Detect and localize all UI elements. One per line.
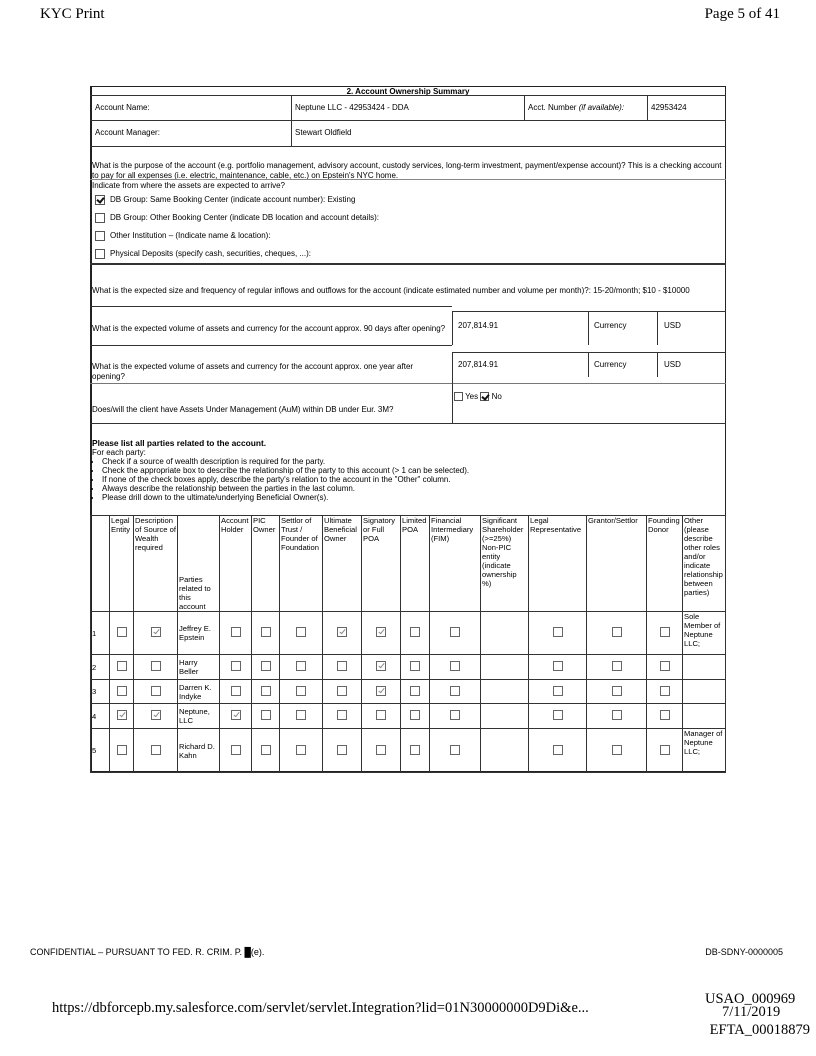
limited-cell <box>401 729 430 773</box>
sow-checkbox[interactable] <box>151 710 161 720</box>
party-other-relationship <box>683 680 726 704</box>
column-header: Founding Donor <box>647 516 683 612</box>
pic-checkbox[interactable] <box>261 627 271 637</box>
party-other-relationship: Manager of Neptune LLC; <box>683 729 726 773</box>
signatory-checkbox[interactable] <box>376 627 386 637</box>
row-number: 3 <box>91 680 110 704</box>
account-purpose: What is the purpose of the account (e.g. portfolio management, advisory account, custody services, long-term investment, payment/expense account)? This is a checking account to pay for all expenses (i.e. electric, maintenance, cable, etc.) on Epstein's NYC home. <box>92 161 722 180</box>
donor-checkbox[interactable] <box>660 686 670 696</box>
party-name: Neptune, LLC <box>178 704 220 729</box>
ubo-checkbox[interactable] <box>337 710 347 720</box>
holder-checkbox[interactable] <box>231 627 241 637</box>
settlor-cell <box>280 729 323 773</box>
limited-checkbox[interactable] <box>410 686 420 696</box>
source-url: https://dbforcepb.my.salesforce.com/servlet/servlet.Integration?lid=01N30000000D9Di&e... <box>52 1000 589 1016</box>
column-header: Other (please describe other roles and/or indicate relationship between parties) <box>683 516 726 612</box>
pic-cell <box>252 655 280 680</box>
pic-checkbox[interactable] <box>261 745 271 755</box>
row-number: 4 <box>91 704 110 729</box>
asset-source-label: DB Group: Same Booking Center (indicate account number): Existing <box>110 195 356 204</box>
signatory-cell <box>362 612 401 655</box>
asset-sources-list <box>95 191 379 263</box>
settlor-checkbox[interactable] <box>296 710 306 720</box>
signatory-cell <box>362 680 401 704</box>
party-name: Jeffrey E. Epstein <box>178 612 220 655</box>
settlor-cell <box>280 704 323 729</box>
holder-cell <box>220 729 252 773</box>
pic-checkbox[interactable] <box>261 661 271 671</box>
acct-number-label-text: Acct. Number <box>528 103 579 112</box>
column-header: Ultimate Beneficial Owner <box>323 516 362 612</box>
limited-checkbox[interactable] <box>410 661 420 671</box>
ubo-cell <box>323 612 362 655</box>
holder-checkbox[interactable] <box>231 710 241 720</box>
grantor-cell <box>587 729 647 773</box>
donor-checkbox[interactable] <box>660 661 670 671</box>
legal-checkbox[interactable] <box>117 686 127 696</box>
fim-cell <box>430 655 481 680</box>
party-name: Harry Beller <box>178 655 220 680</box>
column-header: Account Holder <box>220 516 252 612</box>
party-name: Richard D. Kahn <box>178 729 220 773</box>
signatory-checkbox[interactable] <box>376 745 386 755</box>
asset-source-label: DB Group: Other Booking Center (indicate DB location and account details): <box>110 213 380 222</box>
legal-cell <box>110 704 134 729</box>
ubo-checkbox[interactable] <box>337 686 347 696</box>
legal-cell <box>110 655 134 680</box>
ubo-cell <box>323 704 362 729</box>
sow-cell <box>134 680 178 704</box>
pic-checkbox[interactable] <box>261 686 271 696</box>
acct-number-value: 42953424 <box>651 103 687 112</box>
fim-checkbox[interactable] <box>450 627 460 637</box>
donor-checkbox[interactable] <box>660 627 670 637</box>
sow-checkbox[interactable] <box>151 745 161 755</box>
account-manager-label: Account Manager: <box>95 128 160 137</box>
shareholder-cell <box>481 655 529 680</box>
grantor-checkbox[interactable] <box>612 661 622 671</box>
holder-cell <box>220 680 252 704</box>
grantor-checkbox[interactable] <box>612 745 622 755</box>
signatory-cell <box>362 729 401 773</box>
settlor-checkbox[interactable] <box>296 661 306 671</box>
legal-checkbox[interactable] <box>117 745 127 755</box>
aum-yes-label: Yes <box>465 392 479 401</box>
signatory-cell <box>362 655 401 680</box>
settlor-checkbox[interactable] <box>296 686 306 696</box>
sow-checkbox[interactable] <box>151 627 161 637</box>
signatory-checkbox[interactable] <box>376 710 386 720</box>
signatory-cell <box>362 704 401 729</box>
fim-cell <box>430 704 481 729</box>
parties-instructions <box>90 457 469 502</box>
asset-source-option <box>95 245 379 263</box>
ubo-cell <box>323 655 362 680</box>
volume-1y-currency-label: Currency <box>594 360 627 369</box>
confidential-notice: CONFIDENTIAL – PURSUANT TO FED. R. CRIM. P. █(e). <box>30 947 265 957</box>
sow-cell <box>134 655 178 680</box>
ubo-cell <box>323 729 362 773</box>
limited-cell <box>401 704 430 729</box>
pic-cell <box>252 680 280 704</box>
parties-heading: Please list all parties related to the account. <box>92 438 267 448</box>
donor-cell <box>647 655 683 680</box>
grantor-cell <box>587 612 647 655</box>
sow-cell <box>134 704 178 729</box>
shareholder-cell <box>481 729 529 773</box>
holder-checkbox[interactable] <box>231 686 241 696</box>
column-header: Financial Intermediary (FIM) <box>430 516 481 612</box>
party-row <box>91 729 726 773</box>
row-number: 1 <box>91 612 110 655</box>
limited-cell <box>401 612 430 655</box>
fim-cell <box>430 729 481 773</box>
ubo-checkbox[interactable] <box>337 661 347 671</box>
legal-rep-cell <box>529 680 587 704</box>
volume-1-year-label: What is the expected volume of assets and currency for the account approx. one year after opening? <box>92 362 414 381</box>
donor-cell <box>647 729 683 773</box>
party-row <box>91 704 726 729</box>
holder-checkbox[interactable] <box>231 745 241 755</box>
column-header: Significant Shareholder (>=25%) Non-PIC entity (indicate ownership %) <box>481 516 529 612</box>
acct-number-label <box>528 103 624 113</box>
legal-rep-cell <box>529 704 587 729</box>
sow-cell <box>134 729 178 773</box>
column-header: Parties related to this account <box>178 516 220 612</box>
usao-number: USAO_000969 <box>705 991 796 1007</box>
signatory-checkbox[interactable] <box>376 661 386 671</box>
inflow-outflow-question: What is the expected size and frequency of regular inflows and outflows for the account (indicate estimated number and volume per month)?: 15-20/month; $10 - $10000 <box>92 286 690 295</box>
volume-1y-currency: USD <box>664 360 681 369</box>
pic-cell <box>252 612 280 655</box>
party-other-relationship <box>683 704 726 729</box>
legal-rep-cell <box>529 655 587 680</box>
pic-cell <box>252 704 280 729</box>
holder-checkbox[interactable] <box>231 661 241 671</box>
ubo-cell <box>323 680 362 704</box>
volume-1-year-value: 207,814.91 <box>458 360 499 369</box>
column-header: Limited POA <box>401 516 430 612</box>
holder-cell <box>220 655 252 680</box>
instruction-bullet: • Please drill down to the ultimate/underlying Beneficial Owner(s). <box>102 493 469 502</box>
aum-options <box>454 392 502 402</box>
instruction-bullet: • If none of the check boxes apply, describe the party's relation to the account in the "Other" column. <box>102 475 469 484</box>
legal-cell <box>110 612 134 655</box>
assets-arrive-label: Indicate from where the assets are expected to arrive? <box>92 181 285 190</box>
legal-rep-checkbox[interactable] <box>553 745 563 755</box>
pic-cell <box>252 729 280 773</box>
grantor-cell <box>587 680 647 704</box>
asset-source-label: Physical Deposits (specify cash, securities, cheques, ...): <box>110 249 311 258</box>
settlor-checkbox[interactable] <box>296 745 306 755</box>
pic-checkbox[interactable] <box>261 710 271 720</box>
party-other-relationship: Sole Member of Neptune LLC; <box>683 612 726 655</box>
parties-header-row <box>91 516 726 612</box>
legal-rep-checkbox[interactable] <box>553 627 563 637</box>
section-title: 2. Account Ownership Summary <box>346 87 470 96</box>
limited-cell <box>401 680 430 704</box>
efta-number: EFTA_00018879 <box>709 1022 810 1038</box>
account-manager-value: Stewart Oldfield <box>295 128 352 137</box>
legal-rep-cell <box>529 612 587 655</box>
limited-cell <box>401 655 430 680</box>
aum-question: Does/will the client have Assets Under Management (AuM) within DB under Eur. 3M? <box>92 405 394 414</box>
column-header: Legal Representative <box>529 516 587 612</box>
shareholder-cell <box>481 612 529 655</box>
party-row <box>91 612 726 655</box>
fim-checkbox[interactable] <box>450 710 460 720</box>
asset-source-checkbox[interactable] <box>95 249 105 259</box>
bates-number: DB-SDNY-0000005 <box>705 947 783 957</box>
parties-table <box>90 515 726 773</box>
donor-cell <box>647 680 683 704</box>
page-number: Page 5 of 41 <box>704 6 780 22</box>
settlor-cell <box>280 655 323 680</box>
donor-cell <box>647 704 683 729</box>
ubo-checkbox[interactable] <box>337 745 347 755</box>
sow-cell <box>134 612 178 655</box>
holder-cell <box>220 612 252 655</box>
column-header: Legal Entity <box>110 516 134 612</box>
legal-rep-checkbox[interactable] <box>553 686 563 696</box>
column-header <box>91 516 110 612</box>
account-name-label: Account Name: <box>95 103 150 112</box>
legal-cell <box>110 680 134 704</box>
donor-checkbox[interactable] <box>660 710 670 720</box>
column-header: Signatory or Full POA <box>362 516 401 612</box>
donor-cell <box>647 612 683 655</box>
acct-number-label-note: (if available): <box>578 103 625 112</box>
party-other-relationship <box>683 655 726 680</box>
fim-checkbox[interactable] <box>450 661 460 671</box>
row-number: 5 <box>91 729 110 773</box>
volume-90-days-label: What is the expected volume of assets and currency for the account approx. 90 days after opening? <box>92 324 446 333</box>
limited-checkbox[interactable] <box>410 627 420 637</box>
asset-source-label: Other Institution – (Indicate name & location): <box>110 231 271 240</box>
grantor-cell <box>587 655 647 680</box>
aum-no-checkbox[interactable] <box>480 392 489 401</box>
column-header: Grantor/Settlor <box>587 516 647 612</box>
settlor-cell <box>280 680 323 704</box>
print-title: KYC Print <box>40 6 105 22</box>
party-row <box>91 680 726 704</box>
fim-checkbox[interactable] <box>450 686 460 696</box>
limited-checkbox[interactable] <box>410 745 420 755</box>
asset-source-checkbox[interactable] <box>95 231 105 241</box>
account-name-value: Neptune LLC - 42953424 - DDA <box>295 103 409 112</box>
fim-checkbox[interactable] <box>450 745 460 755</box>
settlor-cell <box>280 612 323 655</box>
asset-source-option <box>95 191 379 209</box>
limited-checkbox[interactable] <box>410 710 420 720</box>
column-header: PIC Owner <box>252 516 280 612</box>
legal-cell <box>110 729 134 773</box>
party-name: Darren K. Indyke <box>178 680 220 704</box>
settlor-checkbox[interactable] <box>296 627 306 637</box>
holder-cell <box>220 704 252 729</box>
column-header: Settlor of Trust / Founder of Foundation <box>280 516 323 612</box>
column-header: Description of Source of Wealth required <box>134 516 178 612</box>
asset-source-checkbox[interactable] <box>95 195 105 205</box>
instruction-bullet: • Check the appropriate box to describe the relationship of the party to this account (> 1 can be selected). <box>102 466 469 475</box>
legal-rep-checkbox[interactable] <box>553 661 563 671</box>
aum-no-label: No <box>491 392 502 401</box>
legal-checkbox[interactable] <box>117 661 127 671</box>
asset-source-option <box>95 209 379 227</box>
legal-checkbox[interactable] <box>117 710 127 720</box>
ubo-checkbox[interactable] <box>337 627 347 637</box>
sow-checkbox[interactable] <box>151 661 161 671</box>
grantor-checkbox[interactable] <box>612 686 622 696</box>
donor-checkbox[interactable] <box>660 745 670 755</box>
aum-yes-checkbox[interactable] <box>454 392 463 401</box>
fim-cell <box>430 680 481 704</box>
grantor-checkbox[interactable] <box>612 627 622 637</box>
sow-checkbox[interactable] <box>151 686 161 696</box>
grantor-cell <box>587 704 647 729</box>
parties-intro: For each party: <box>92 448 146 457</box>
instruction-bullet: • Check if a source of wealth description is required for the party. <box>102 457 469 466</box>
grantor-checkbox[interactable] <box>612 710 622 720</box>
legal-checkbox[interactable] <box>117 627 127 637</box>
legal-rep-cell <box>529 729 587 773</box>
fim-cell <box>430 612 481 655</box>
volume-90-currency: USD <box>664 321 681 330</box>
print-date: 7/11/2019 <box>722 1004 781 1020</box>
party-row <box>91 655 726 680</box>
volume-90-currency-label: Currency <box>594 321 627 330</box>
legal-rep-checkbox[interactable] <box>553 710 563 720</box>
row-number: 2 <box>91 655 110 680</box>
asset-source-option <box>95 227 379 245</box>
shareholder-cell <box>481 680 529 704</box>
volume-90-days-value: 207,814.91 <box>458 321 499 330</box>
asset-source-checkbox[interactable] <box>95 213 105 223</box>
instruction-bullet: • Always describe the relationship between the parties in the last column. <box>102 484 469 493</box>
shareholder-cell <box>481 704 529 729</box>
signatory-checkbox[interactable] <box>376 686 386 696</box>
